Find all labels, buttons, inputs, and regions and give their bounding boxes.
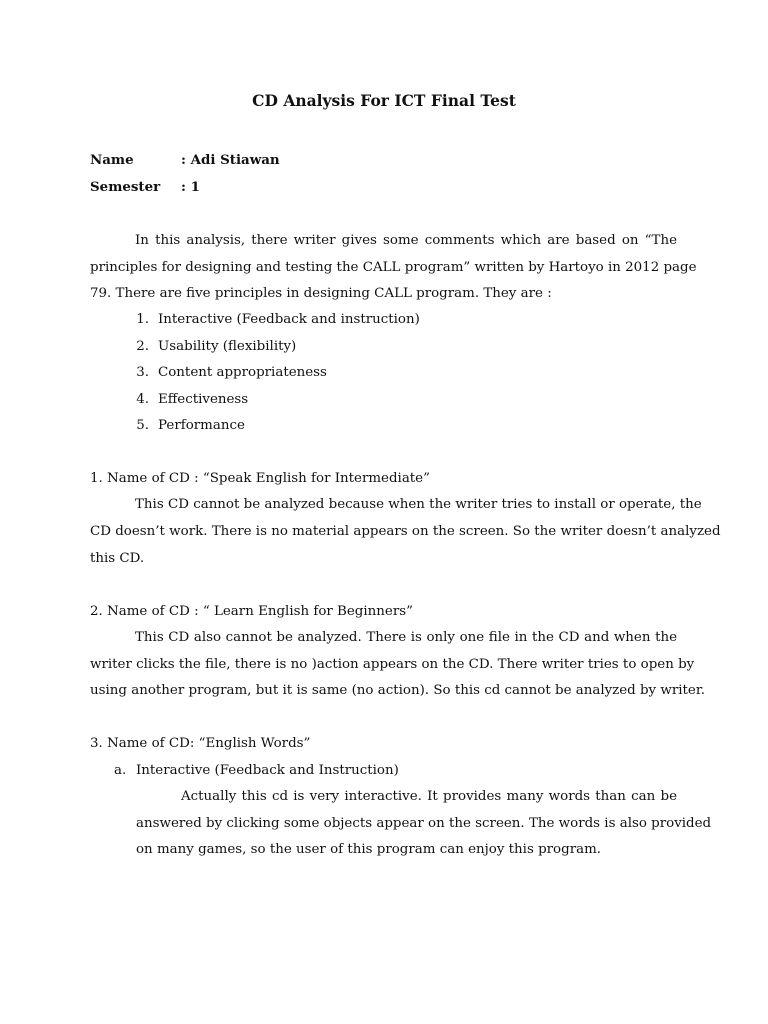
principle-item: Content appropriateness — [158, 365, 327, 380]
cd1-line-3: this CD. — [90, 551, 145, 566]
intro-line-3: 79. There are five principles in designing CALL program. They are : — [90, 286, 552, 301]
cd1-heading: 1. Name of CD : “Speak English for Intermediate” — [90, 471, 430, 486]
principle-item: Interactive (Feedback and instruction) — [158, 312, 420, 327]
cd1-line-2: CD doesn’t work. There is no material appears on the screen. So the writer doesn’t analyzed — [90, 524, 721, 539]
cd2-line-3: using another program, but it is same (no action). So this cd cannot be analyzed by writer. — [90, 683, 706, 698]
intro-line-2: principles for designing and testing the CALL program” written by Hartoyo in 2012 page — [90, 260, 697, 275]
cd3-sub-a-line-1: Actually this cd is very interactive. It provides many words than can be — [181, 789, 677, 804]
cd1-line-1: This CD cannot be analyzed because when the writer tries to install or operate, the — [135, 497, 702, 512]
principle-number: 3. — [136, 365, 149, 380]
intro-line-1: In this analysis, there writer gives some comments which are based on “The — [135, 233, 677, 248]
cd3-sub-a-label: a. — [114, 763, 127, 778]
cd3-sub-a-line-3: on many games, so the user of this program can enjoy this program. — [136, 842, 602, 857]
semester-value: : 1 — [181, 179, 200, 195]
cd3-sub-a-line-2: answered by clicking some objects appear on the screen. The words is also provided — [136, 816, 712, 831]
principle-number: 5. — [136, 418, 149, 433]
principle-number: 2. — [136, 339, 149, 354]
principle-item: Performance — [158, 418, 245, 433]
principle-number: 4. — [136, 392, 149, 407]
name-label: Name — [90, 152, 134, 168]
principle-number: 1. — [136, 312, 149, 327]
cd2-line-1: This CD also cannot be analyzed. There is only one file in the CD and when the — [135, 630, 677, 645]
cd2-line-2: writer clicks the file, there is no )action appears on the CD. There writer tries to open by — [90, 657, 695, 672]
cd2-heading: 2. Name of CD : “ Learn English for Beginners” — [90, 604, 413, 619]
semester-label: Semester — [90, 179, 161, 195]
principle-item: Usability (flexibility) — [158, 339, 297, 354]
principle-item: Effectiveness — [158, 392, 249, 407]
cd3-sub-a-title: Interactive (Feedback and Instruction) — [136, 763, 399, 778]
document-title: CD Analysis For ICT Final Test — [252, 91, 516, 110]
name-value: : Adi Stiawan — [181, 152, 280, 168]
cd3-heading: 3. Name of CD: “English Words” — [90, 736, 311, 751]
